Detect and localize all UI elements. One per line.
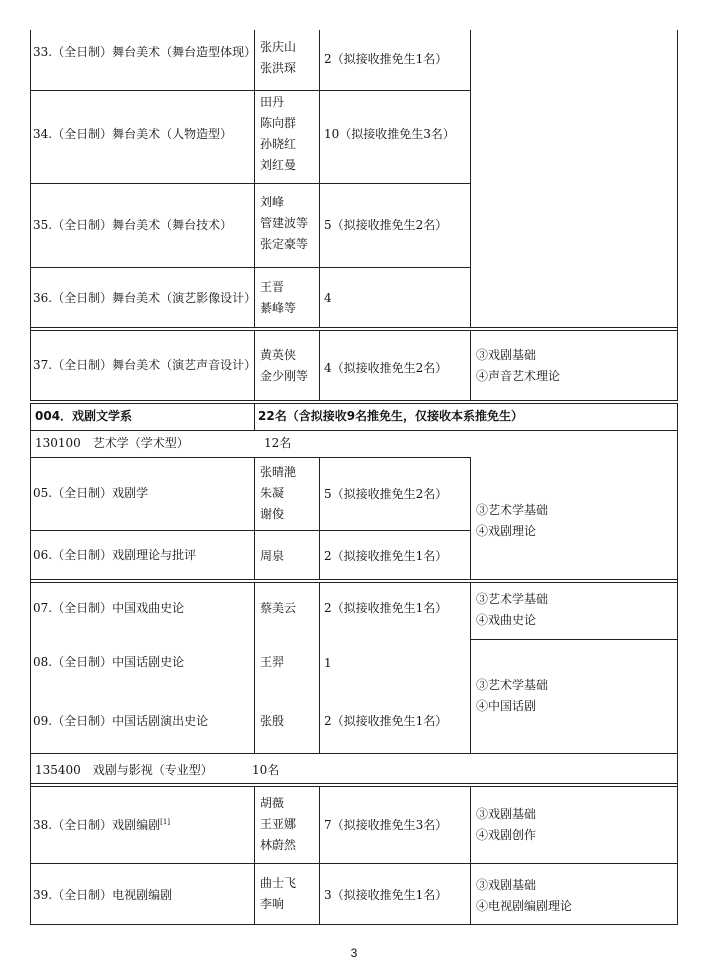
col-line: [319, 457, 320, 579]
footnote-marker: [1]: [160, 818, 171, 826]
quota: 4: [324, 291, 332, 305]
col-line: [254, 786, 255, 925]
program-name: 06.（全日制）戏剧理论与批评: [33, 548, 197, 562]
program-name: 07.（全日制）中国戏曲史论: [33, 601, 185, 615]
row-line: [30, 330, 677, 331]
department-name: 004．戏剧文学系: [35, 409, 133, 423]
major-code-name: 130100 艺术学（学术型）: [35, 436, 189, 450]
row-line: [30, 786, 677, 787]
quota: 7（拟接收推免生3名）: [324, 818, 448, 832]
row-line: [30, 753, 677, 754]
exam-subjects: ③戏剧基础 ④电视剧编剧理论: [476, 878, 573, 913]
row-line: [30, 457, 470, 458]
col-line: [470, 582, 471, 753]
department-quota: 22名（含拟接收9名推免生，仅接收本系推免生）: [258, 409, 524, 423]
row-line: [30, 327, 677, 328]
col-line: [470, 30, 471, 327]
tutor-list: 蔡美云: [260, 601, 297, 615]
quota: 2（拟接收推免生1名）: [324, 549, 448, 563]
program-name: 39.（全日制）电视剧编剧: [33, 888, 173, 902]
col-line: [254, 30, 255, 327]
exam-subjects: ③艺术学基础 ④戏剧理论: [476, 503, 549, 538]
row-line: [30, 400, 677, 401]
program-name: 38.（全日制）戏剧编剧[1]: [33, 818, 171, 832]
exam-subjects: ③戏剧基础 ④声音艺术理论: [476, 348, 561, 383]
program-name: 33.（全日制）舞台美术（舞台造型体现）: [33, 45, 257, 59]
program-name: 09.（全日制）中国话剧演出史论: [33, 714, 209, 728]
program-name: 37.（全日制）舞台美术（演艺声音设计）: [33, 358, 257, 372]
exam-subjects: ③戏剧基础 ④戏剧创作: [476, 807, 537, 842]
tutor-list: 张晴滟 朱凝 谢俊: [260, 465, 297, 521]
row-line: [30, 530, 470, 531]
col-line: [254, 403, 255, 430]
page-number: 3: [350, 946, 358, 960]
major-quota: 10名: [252, 763, 280, 777]
row-line: [30, 582, 677, 583]
col-line: [470, 330, 471, 401]
quota: 10（拟接收推免生3名）: [324, 127, 455, 141]
quota: 4（拟接收推免生2名）: [324, 361, 448, 375]
quota: 5（拟接收推免生2名）: [324, 218, 448, 232]
tutor-list: 黄英侠 金少刚等: [260, 348, 309, 383]
row-line: [30, 90, 470, 91]
row-line: [30, 924, 677, 925]
row-line: [30, 403, 677, 404]
col-line: [319, 330, 320, 401]
col-line: [470, 786, 471, 925]
tutor-list: 张庆山 张洪琛: [260, 40, 297, 75]
col-line: [319, 786, 320, 925]
row-line: [30, 183, 470, 184]
col-line: [319, 582, 320, 753]
border-left-2: [30, 403, 31, 925]
exam-subjects: ③艺术学基础 ④中国话剧: [476, 678, 549, 713]
border-left: [30, 30, 31, 401]
row-line: [30, 430, 677, 431]
tutor-list: 胡薇 王亚娜 林蔚然: [260, 796, 297, 852]
program-name: 08.（全日制）中国话剧史论: [33, 655, 185, 669]
quota: 5（拟接收推免生2名）: [324, 487, 448, 501]
border-right: [677, 30, 678, 401]
tutor-list: 刘峰 管建波等 张定豪等: [260, 195, 309, 251]
quota: 2（拟接收推免生1名）: [324, 601, 448, 615]
quota: 2（拟接收推免生1名）: [324, 714, 448, 728]
row-line: [30, 863, 677, 864]
row-line: [471, 639, 677, 640]
major-code-name: 135400 戏剧与影视（专业型）: [35, 763, 213, 777]
col-line: [319, 30, 320, 327]
major-quota: 12名: [264, 436, 292, 450]
col-line: [254, 582, 255, 753]
col-line: [470, 457, 471, 579]
row-line: [30, 783, 677, 784]
program-name: 34.（全日制）舞台美术（人物造型）: [33, 127, 233, 141]
tutor-list: 王晋 綦峰等: [260, 280, 297, 315]
program-name: 35.（全日制）舞台美术（舞台技术）: [33, 218, 233, 232]
quota: 2（拟接收推免生1名）: [324, 52, 448, 66]
program-name: 05.（全日制）戏剧学: [33, 486, 149, 500]
tutor-list: 张殷: [260, 714, 285, 728]
tutor-list: 周泉: [260, 549, 285, 563]
quota: 3（拟接收推免生1名）: [324, 888, 448, 902]
program-name: 36.（全日制）舞台美术（演艺影像设计）: [33, 291, 257, 305]
row-line: [30, 579, 677, 580]
col-line: [254, 457, 255, 579]
quota: 1: [324, 656, 332, 670]
border-right-2: [677, 403, 678, 925]
row-line: [30, 267, 470, 268]
exam-subjects: ③艺术学基础 ④戏曲史论: [476, 592, 549, 627]
tutor-list: 曲士飞 李响: [260, 876, 297, 911]
tutor-list: 田丹 陈向群 孙晓红 刘红曼: [260, 95, 297, 172]
tutor-list: 王羿: [260, 655, 285, 669]
